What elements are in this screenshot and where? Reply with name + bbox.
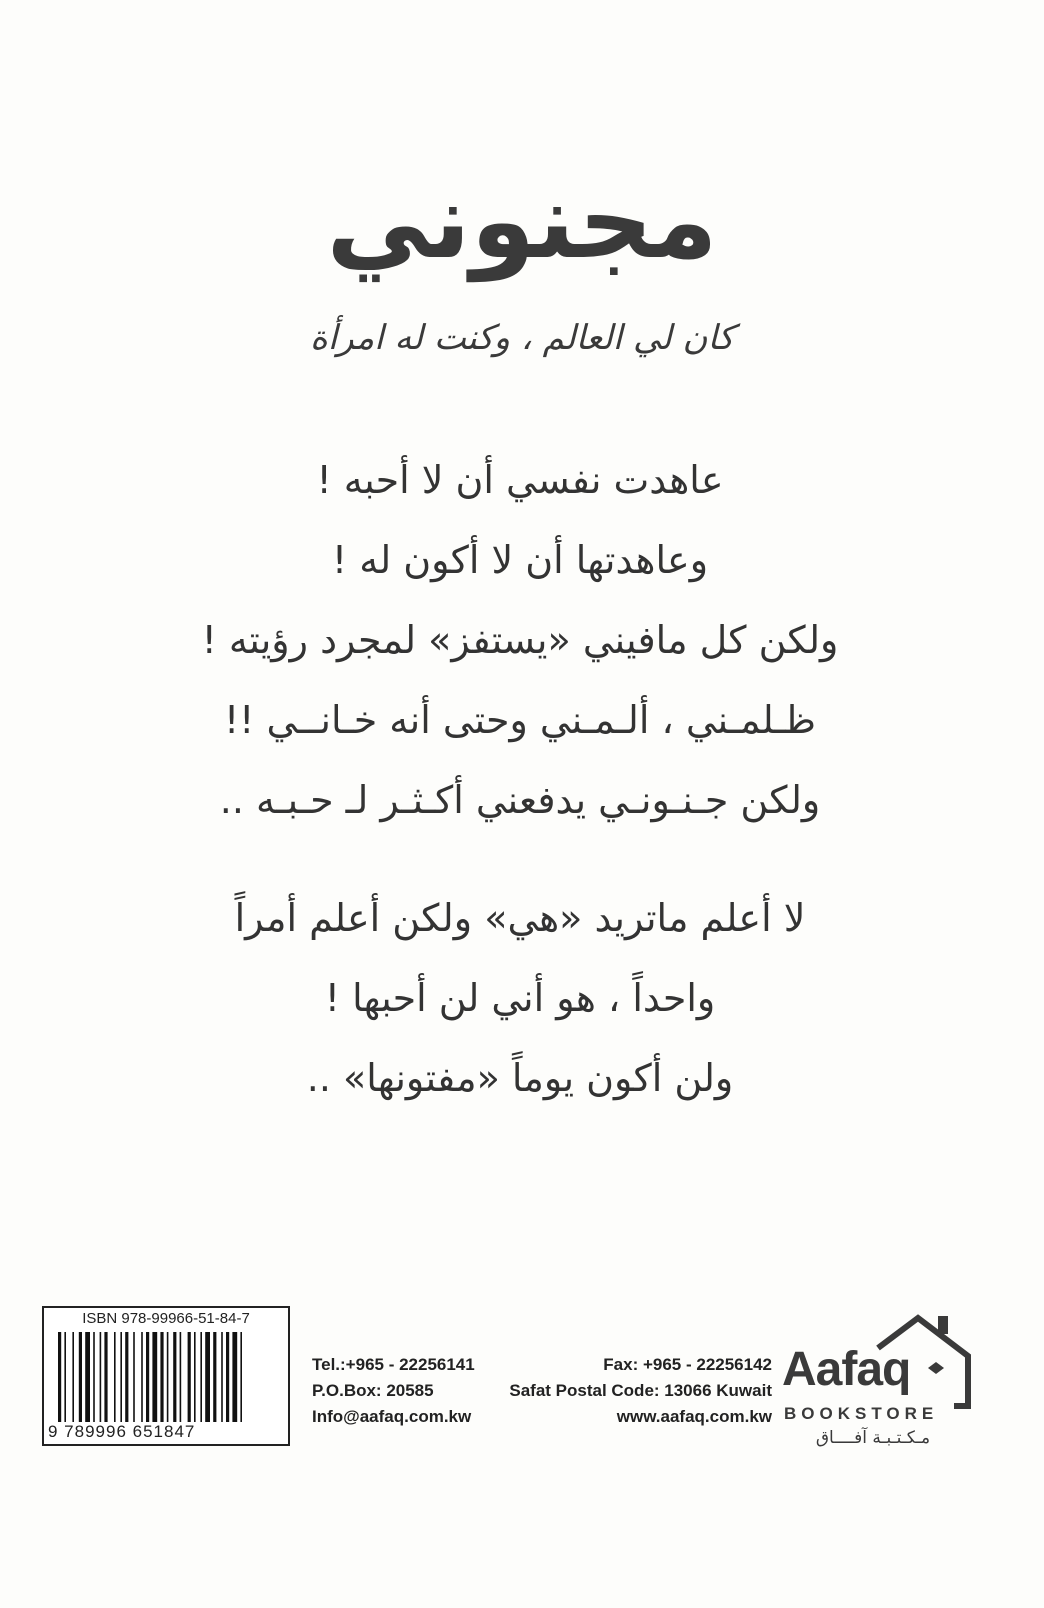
book-subtitle: كان لي العالم ، وكنت له امرأة [309,318,735,358]
poem-line: عاهدت نفسي أن لا أحبه ! [316,458,724,502]
barcode-bars [58,1332,280,1422]
phone-number: Tel.:+965 - 22256141 [312,1355,475,1374]
poem-line: واحداً ، هو أني لن أحبها ! [324,976,716,1020]
poem-stanza-2 [160,878,880,1118]
barcode [42,1306,290,1446]
isbn-text: ISBN 978-99966-51-84-7 [82,1310,250,1327]
website-link[interactable]: www.aafaq.com.kw [616,1407,772,1426]
postal-code: Safat Postal Code: 13066 Kuwait [509,1381,772,1400]
logo-subtitle: BOOKSTORE [784,1404,939,1423]
poem-line: ولن أكون يوماً «مفتونها» .. [306,1056,734,1100]
poem-line: وعاهدتها أن لا أكون له ! [331,538,709,582]
poem-line: ولكن كل مافيني «يستفز» لمجرد رؤيته ! [201,618,839,662]
logo-name: Aafaq [782,1343,911,1396]
poem-line: ظـلمـني ، ألـمـني وحتى أنه خـانــي !! [223,698,817,742]
poem-line: ولكن جـنـونـي يدفعني أكـثـر لـ حـبـه .. [219,778,821,822]
poem-line: لا أعلم ماتريد «هي» ولكن أعلم أمراً [234,896,806,940]
email-link[interactable]: Info@aafaq.com.kw [312,1407,472,1426]
fax-number: Fax: +965 - 22256142 [603,1355,772,1374]
aafaq-logo [778,1312,978,1462]
contact-info [312,1352,772,1430]
book-title: مجنوني [326,160,718,282]
po-box: P.O.Box: 20585 [312,1381,434,1400]
poem-stanza-1 [160,440,880,840]
logo-arabic-name: مـكـتـبـة آفــــاق [815,1428,931,1448]
barcode-digits: 9 789996 651847 [48,1422,196,1441]
